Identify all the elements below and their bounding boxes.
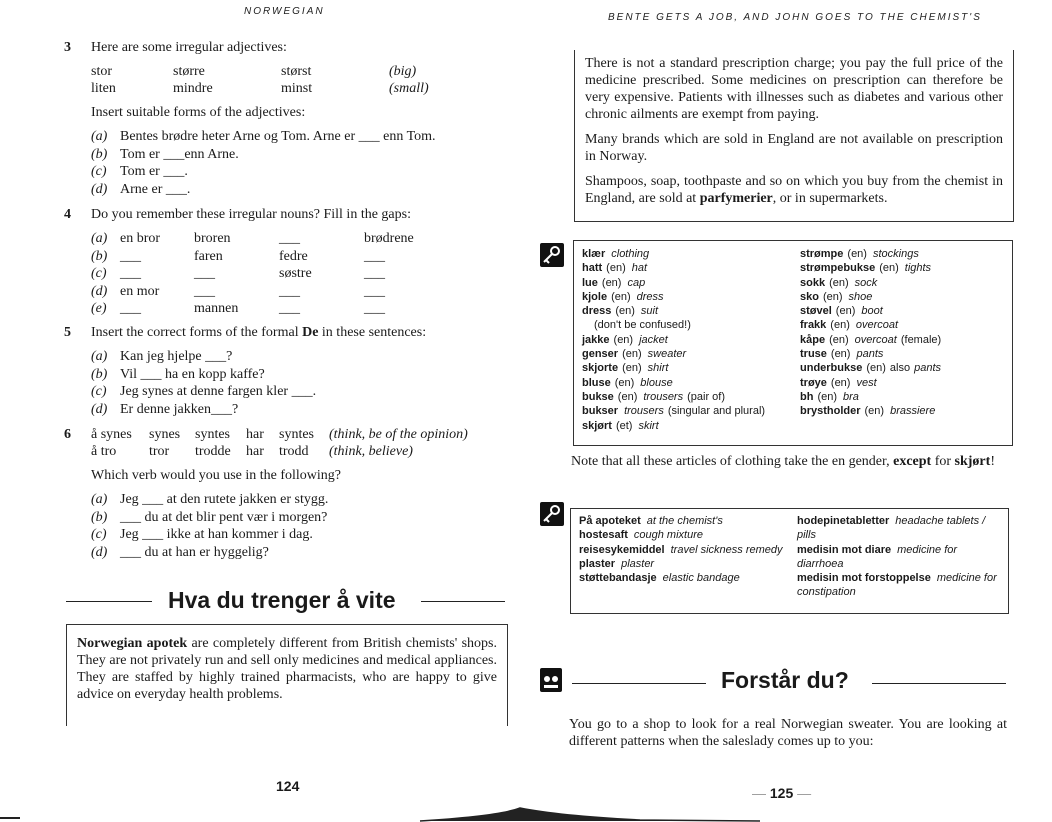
vocab-translation: tights: [904, 262, 932, 275]
vocab-entry: [582, 304, 792, 333]
vocab-entry: [800, 247, 1005, 261]
item-label: (c): [91, 384, 107, 399]
item-text: Jeg ___ at den rutete jakken er stygg.: [120, 492, 329, 507]
table-cell: ___: [364, 266, 385, 281]
exercise-number: 5: [64, 325, 71, 340]
box-paragraph: There is not a standard prescription charge; you pay the full price of the medicine prescribed. Some medicines on prescription can therefore be very expensive. Patients with illnesses such as diabetes and various other chronic ailments are exempt from paying.: [585, 56, 1003, 122]
vocab-gender: (en): [879, 262, 899, 275]
table-cell: å tro: [91, 444, 117, 459]
vocab-gender: (en): [829, 276, 849, 289]
table-cell: tror: [149, 444, 170, 459]
vocab-entry: [800, 290, 1005, 304]
item-text: Tom er ___.: [120, 164, 188, 179]
exercise-items: [91, 349, 491, 421]
cassette-icon: [540, 668, 562, 692]
table-cell: ___: [364, 301, 385, 316]
note-bold: skjørt: [954, 454, 991, 469]
vocab-gender: (en): [614, 376, 635, 389]
vocab-entry: [800, 390, 1005, 404]
vocab-translation: medicine for constipation: [797, 572, 997, 599]
vocab-word: underbukse: [800, 362, 863, 375]
vocab-translation: cough mixture: [633, 529, 703, 542]
table-cell: størst: [281, 64, 312, 79]
apotek-term: Norwegian apotek: [77, 636, 188, 651]
vocab-word: medisin mot forstoppelse: [797, 572, 931, 585]
vocab-translation: cap: [627, 276, 646, 289]
item-label: (b): [91, 366, 108, 382]
vocab-entry: [582, 261, 792, 275]
table-cell: å synes: [91, 427, 132, 442]
exercise-items: [91, 492, 491, 564]
table-cell: (e): [91, 301, 107, 316]
intro-text: in these sentences:: [318, 325, 427, 340]
table-cell: stor: [91, 64, 112, 79]
vocab-column-right: [800, 247, 1005, 419]
apotek-text: are completely different from British chemists' shops. They are not privately run and sell only medicines and medical appliances. They are staffed by highly trained pharmacists, who are happy to give advice on everyday health problems.: [77, 636, 497, 702]
vocab-entry: [582, 290, 792, 304]
box-paragraph: [585, 173, 1003, 207]
vocab-word: hostesaft: [579, 529, 628, 542]
vocab-word: sokk: [800, 276, 826, 289]
vocab-entry: [582, 333, 792, 347]
vocab-gender: (en): [611, 290, 631, 303]
apotek-paragraph: [77, 635, 497, 703]
item-label: (d): [91, 544, 108, 560]
table-cell: ___: [364, 248, 385, 264]
table-cell: faren: [194, 248, 223, 264]
table-cell: en bror: [120, 231, 161, 246]
vocab-gender: (en): [622, 348, 642, 361]
table-cell: ___: [120, 266, 141, 281]
key-icon: [540, 243, 564, 267]
table-cell: minst: [281, 81, 313, 96]
vocab-entry: [800, 333, 1005, 347]
item-label: (d): [91, 401, 108, 417]
vocab-translation: overcoat: [854, 333, 897, 346]
vocab-translation: pants: [856, 348, 884, 361]
heading-rule-right: [421, 601, 505, 602]
binding-shadow: [0, 800, 1052, 822]
vocab-translation: shirt: [647, 362, 669, 375]
item-label: (c): [91, 527, 107, 542]
vocab-word: dress: [582, 305, 612, 318]
vocab-note: (female): [900, 333, 942, 346]
table-cell: ___: [120, 301, 141, 316]
verb-table: [91, 427, 501, 463]
vocab-translation: skirt: [638, 419, 659, 432]
vocab-gender: (en): [835, 305, 856, 318]
table-cell: ___: [279, 231, 300, 246]
table-cell: (b): [91, 248, 108, 264]
item-text: Er denne jakken___?: [120, 401, 239, 417]
item-text: Bentes brødre heter Arne og Tom. Arne er ___ enn Tom.: [120, 129, 436, 144]
vocab-word: lue: [582, 276, 598, 289]
vocab-word: brystholder: [800, 405, 861, 418]
note-text: Note that all these articles of clothing take the en gender,: [571, 454, 894, 469]
table-cell: (big): [389, 64, 417, 79]
table-cell: (c): [91, 266, 107, 281]
vocab-translation: suit: [640, 305, 659, 318]
vocab-word: På apoteket: [579, 515, 641, 527]
intro-bold: De: [302, 325, 319, 340]
vocab-entry: [579, 528, 789, 542]
vocab-entry: [582, 404, 792, 418]
vocab-entry: [800, 361, 1005, 375]
vocab-gender: (en): [830, 376, 851, 389]
note-text: !: [990, 454, 995, 469]
table-cell: ___: [279, 301, 300, 316]
table-cell: trodde: [195, 444, 231, 459]
vocab-word: bukser: [582, 405, 619, 418]
vocab-word: støttebandasje: [579, 572, 657, 585]
vocab-word: kåpe: [800, 333, 826, 346]
vocab-note: (don't be confused!): [594, 319, 691, 332]
running-header-right: BENTE GETS A JOB, AND JOHN GOES TO THE CHEMIST'S: [608, 12, 982, 23]
vocab-entry: [582, 276, 792, 290]
box-text: , or in supermarkets.: [772, 191, 888, 206]
vocab-word: jakke: [582, 333, 610, 346]
item-label: (a): [91, 129, 108, 144]
vocab-entry: [582, 361, 792, 375]
vocab-translation: overcoat: [855, 319, 899, 332]
vocab-column-left: [582, 247, 792, 433]
vocab-gender: (en): [601, 276, 622, 289]
exercise-instruction: Insert suitable forms of the adjectives:: [91, 105, 306, 120]
vocab-entry: [582, 390, 792, 404]
table-cell: søstre: [279, 266, 312, 281]
vocab-gender: (en): [613, 333, 634, 346]
vocab-translation: at the chemist's: [646, 515, 723, 527]
table-cell: (d): [91, 283, 108, 299]
vocab-translation: trousers: [643, 390, 684, 403]
table-cell: broren: [194, 231, 231, 246]
box-bold: parfymerier: [699, 191, 773, 206]
item-label: (b): [91, 146, 108, 162]
vocab-translation: headache tablets / pills: [797, 515, 986, 542]
vocab-translation: blouse: [640, 376, 673, 389]
table-cell: har: [246, 444, 264, 459]
table-cell: (a): [91, 231, 108, 246]
item-label: (b): [91, 509, 108, 525]
table-cell: brødrene: [364, 231, 414, 246]
vocab-entry: [797, 514, 1002, 543]
exercise-number: 6: [64, 427, 71, 442]
table-cell: mindre: [173, 81, 213, 96]
item-text: Kan jeg hjelpe ___?: [120, 349, 233, 364]
vocab-entry: [579, 514, 789, 528]
vocab-gender: (en): [817, 390, 838, 403]
vocab-translation: medicine for diarrhoea: [797, 543, 958, 570]
item-text: Vil ___ ha en kopp kaffe?: [120, 366, 265, 382]
vocab-entry: [800, 261, 1005, 275]
chemist-column-right: [797, 514, 1002, 600]
vocab-word: klær: [582, 248, 606, 260]
page-number: — 125 —: [752, 785, 812, 801]
vocab-translation: brassiere: [890, 405, 936, 418]
exercise-intro: [91, 325, 426, 341]
vocab-entry: [800, 276, 1005, 290]
vocab-word: frakk: [800, 319, 827, 332]
vocab-entry: [582, 419, 792, 433]
item-text: Arne er ___.: [120, 181, 191, 197]
vocab-translation: elastic bandage: [662, 572, 740, 585]
table-cell: en mor: [120, 283, 160, 299]
vocab-entry: [579, 557, 789, 571]
vocab-translation: stockings: [872, 248, 919, 260]
exercise-number: 3: [64, 40, 71, 55]
section-heading: Forstår du?: [721, 667, 849, 693]
vocab-entry: [582, 376, 792, 390]
vocab-entry: [579, 571, 789, 585]
adjective-table: [91, 64, 451, 100]
key-icon-glyph: [540, 502, 564, 526]
item-text: Tom er ___enn Arne.: [120, 146, 239, 162]
closing-paragraph: You go to a shop to look for a real Norwegian sweater. You are looking at different patterns when the saleslady comes up to you:: [569, 717, 1007, 749]
vocab-word: bluse: [582, 376, 611, 389]
vocab-gender: (en): [829, 333, 849, 346]
vocab-entry: [797, 543, 1002, 572]
vocab-entry: [800, 304, 1005, 318]
vocab-word: medisin mot diare: [797, 543, 892, 556]
table-cell: fedre: [279, 248, 308, 264]
running-header-left: NORWEGIAN: [244, 6, 325, 17]
vocab-note: (singular and plural): [667, 405, 766, 418]
page-number-value: 125: [769, 785, 794, 801]
vocab-word: bukse: [582, 390, 614, 403]
note-paragraph: [571, 453, 1003, 470]
box-paragraph: Many brands which are sold in England are not available on prescription in Norway.: [585, 132, 1003, 164]
vocab-gender: (en): [622, 362, 642, 375]
item-label: (a): [91, 492, 108, 507]
item-label: (a): [91, 349, 108, 364]
cassette-icon-glyph: [540, 668, 562, 692]
item-label: (c): [91, 164, 107, 179]
heading-rule-left: [66, 601, 152, 602]
item-text: ___ du at det blir pent vær i morgen?: [120, 509, 328, 525]
vocab-word: trøye: [800, 376, 827, 389]
table-cell: liten: [91, 81, 116, 96]
vocab-word: skjorte: [582, 362, 619, 375]
vocab-entry: [800, 347, 1005, 361]
table-cell: (think, be of the opinion): [329, 427, 468, 442]
exercise-items: [91, 129, 491, 201]
vocab-word: strømpebukse: [800, 262, 876, 275]
table-cell: ___: [194, 283, 215, 299]
vocab-word: genser: [582, 348, 619, 361]
table-cell: ___: [364, 283, 385, 299]
table-cell: ___: [279, 283, 300, 299]
table-cell: synes: [149, 427, 181, 442]
vocab-translation: clothing: [611, 248, 650, 260]
item-label: (d): [91, 181, 108, 197]
vocab-entry: [800, 318, 1005, 332]
vocab-word: kjole: [582, 290, 608, 303]
exercise-question: Which verb would you use in the following?: [91, 468, 342, 483]
vocab-entry: [582, 347, 792, 361]
vocab-note: also: [889, 362, 911, 375]
vocab-translation: vest: [856, 376, 877, 389]
heading-rule-right: [872, 683, 1006, 684]
table-cell: ___: [120, 248, 141, 264]
vocab-word: strømpe: [800, 248, 844, 260]
vocab-translation: sweater: [647, 348, 687, 361]
vocab-translation: boot: [861, 305, 883, 318]
vocab-gender: (en): [866, 362, 886, 375]
vocab-word: hatt: [582, 262, 603, 275]
exercise-intro: Here are some irregular adjectives:: [91, 40, 287, 55]
key-icon-glyph: [540, 243, 564, 267]
vocab-word: bh: [800, 390, 814, 403]
table-cell: ___: [194, 266, 215, 281]
table-cell: trodd: [279, 444, 309, 459]
vocab-word: sko: [800, 290, 819, 303]
vocab-word: reisesykemiddel: [579, 543, 665, 556]
vocab-gender: (en): [847, 248, 867, 260]
vocab-entry: [800, 404, 1005, 418]
vocab-word: skjørt: [582, 419, 612, 432]
section-heading: Hva du trenger å vite: [168, 587, 396, 613]
intro-text: Insert the correct forms of the formal: [91, 325, 303, 340]
vocab-gender: (en): [830, 319, 850, 332]
note-text: for: [931, 454, 955, 469]
note-bold: except: [893, 454, 932, 469]
table-cell: har: [246, 427, 264, 442]
vocab-translation: hat: [631, 262, 648, 275]
vocab-translation: jacket: [639, 333, 668, 346]
table-cell: mannen: [194, 301, 239, 316]
item-text: Jeg synes at denne fargen kler ___.: [120, 384, 317, 399]
page-number: 124: [276, 778, 300, 794]
vocab-translation: pants: [914, 362, 942, 375]
vocab-gender: (en): [864, 405, 885, 418]
vocab-word: truse: [800, 348, 827, 361]
vocab-entry: [797, 571, 1002, 600]
vocab-entry: [582, 247, 792, 261]
vocab-gender: (et): [615, 419, 633, 432]
vocab-gender: (en): [615, 305, 635, 318]
vocab-word: plaster: [579, 557, 616, 570]
table-cell: syntes: [195, 427, 230, 442]
vocab-entry: [579, 543, 789, 557]
vocab-translation: trousers: [624, 405, 664, 418]
vocab-translation: shoe: [848, 290, 873, 303]
vocab-translation: plaster: [621, 557, 655, 570]
table-cell: (small): [389, 81, 429, 96]
table-cell: større: [173, 64, 205, 79]
vocab-note: (pair of): [687, 390, 726, 403]
vocab-translation: travel sickness remedy: [670, 543, 783, 556]
vocab-word: hodepinetabletter: [797, 515, 890, 527]
chemist-column-left: [579, 514, 789, 585]
item-text: Jeg ___ ikke at han kommer i dag.: [120, 527, 313, 542]
key-icon: [540, 502, 564, 526]
vocab-gender: (en): [830, 348, 851, 361]
item-text: ___ du at han er hyggelig?: [120, 544, 269, 560]
vocab-translation: bra: [843, 390, 859, 403]
noun-table: [91, 231, 491, 321]
exercise-intro: Do you remember these irregular nouns? Fill in the gaps:: [91, 207, 411, 222]
heading-rule-left: [572, 683, 706, 684]
vocab-gender: (en): [617, 390, 638, 403]
vocab-entry: [800, 376, 1005, 390]
table-cell: (think, believe): [329, 444, 413, 459]
vocab-translation: sock: [854, 276, 878, 289]
vocab-translation: dress: [636, 290, 664, 303]
vocab-word: støvel: [800, 305, 832, 318]
vocab-gender: (en): [606, 262, 626, 275]
exercise-number: 4: [64, 207, 71, 222]
table-cell: syntes: [279, 427, 314, 442]
vocab-gender: (en): [822, 290, 843, 303]
box-text: Shampoos, soap, toothpaste and so on which you buy from the chemist in England, are sold at: [585, 174, 1003, 206]
